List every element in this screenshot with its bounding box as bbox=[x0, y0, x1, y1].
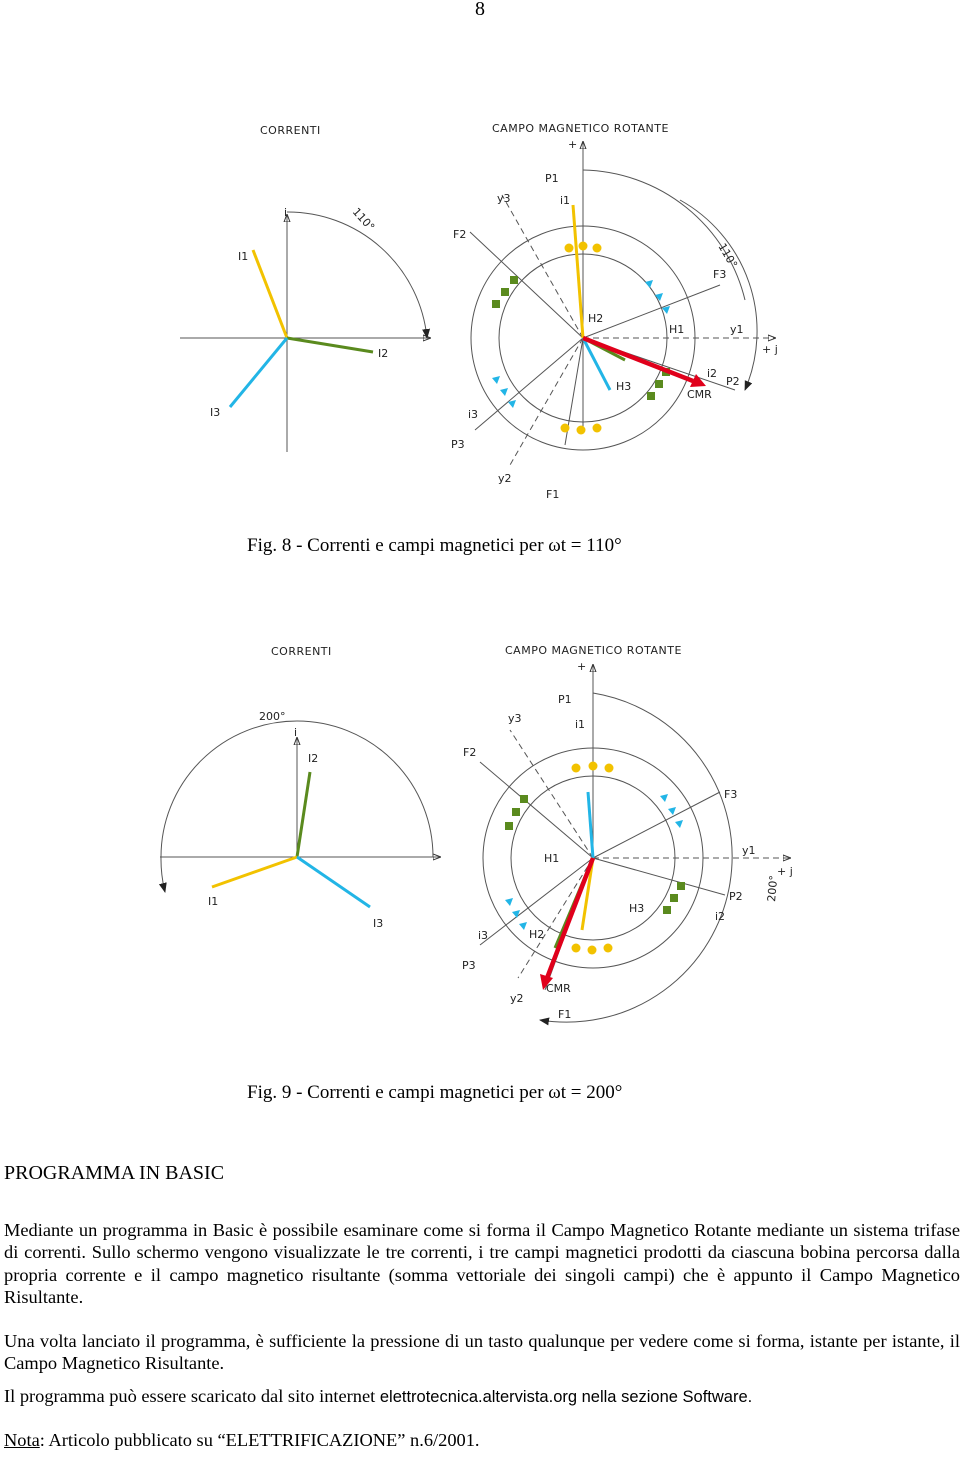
paragraph-3 bbox=[4, 1385, 960, 1408]
label-P1: P1 bbox=[558, 693, 572, 706]
label-i3: i3 bbox=[478, 929, 489, 942]
note-text: : Articolo pubblicato su “ELETTRIFICAZIONE” n.6/2001. bbox=[39, 1430, 480, 1450]
label-y1: y1 bbox=[742, 844, 756, 857]
website-link[interactable]: elettrotecnica.altervista.org nella sezione Software. bbox=[379, 1388, 753, 1406]
label-F3: F3 bbox=[724, 788, 738, 801]
label-y3: y3 bbox=[497, 192, 511, 205]
label-i2: i2 bbox=[707, 367, 718, 380]
paragraph-2: Una volta lanciato il programma, è sufficiente la pressione di un tasto qualunque per vedere come si forma, istante per istante, il Campo Magnetico Risultante. bbox=[4, 1331, 960, 1374]
label-P2: P2 bbox=[726, 375, 740, 388]
currents-phasor bbox=[180, 205, 430, 452]
label-H2: H2 bbox=[588, 312, 604, 325]
label-F2: F2 bbox=[463, 746, 477, 759]
label-F3: F3 bbox=[713, 268, 727, 281]
cmr-title: CAMPO MAGNETICO ROTANTE bbox=[492, 122, 669, 135]
note-label: Nota bbox=[4, 1430, 40, 1450]
figure-8-caption: Fig. 8 - Correnti e campi magnetici per ωt = 110° bbox=[247, 535, 622, 556]
label-CMR: CMR bbox=[687, 388, 712, 401]
correnti-title: CORRENTI bbox=[260, 124, 321, 137]
figure-9-caption: Fig. 9 - Correnti e campi magnetici per ωt = 200° bbox=[247, 1082, 623, 1103]
angle-label-right: 200° bbox=[765, 874, 781, 903]
note bbox=[4, 1430, 480, 1451]
label-F1: F1 bbox=[558, 1008, 572, 1021]
label-F2: F2 bbox=[453, 228, 467, 241]
label-j: + j bbox=[777, 865, 793, 878]
label-H3: H3 bbox=[616, 380, 632, 393]
label-P2: P2 bbox=[729, 890, 743, 903]
angle-label-right: 110° bbox=[715, 241, 740, 271]
figure-9 bbox=[0, 630, 960, 1070]
label-i2: i2 bbox=[715, 910, 726, 923]
label-P3: P3 bbox=[462, 959, 476, 972]
figure-9-diagram bbox=[0, 630, 960, 1070]
label-i3: i3 bbox=[468, 408, 479, 421]
label-H1: H1 bbox=[669, 323, 685, 336]
label-P3: P3 bbox=[451, 438, 465, 451]
label-H2: H2 bbox=[529, 928, 545, 941]
label-i1: i1 bbox=[575, 718, 586, 731]
currents-phasor bbox=[160, 710, 440, 930]
paragraph-1: Mediante un programma in Basic è possibile esaminare come si forma il Campo Magnetico Rotante mediante un sistema trifase di correnti. Sullo schermo vengono visualizzate le tre correnti, i tre campi magnetici prodotti da ciascuna bobina percorsa dalla propria corrente e il campo magnetico risultante (somma vettoriale dei singoli campi) che è appunto il Campo Magnetico Risultante. bbox=[4, 1220, 960, 1308]
paragraph-3-text: Il programma può essere scaricato dal sito internet bbox=[4, 1386, 380, 1406]
i-axis-label: i bbox=[294, 726, 298, 739]
label-CMR: CMR bbox=[546, 982, 571, 995]
label-y2: y2 bbox=[510, 992, 524, 1005]
rotating-field bbox=[462, 660, 793, 1022]
angle-label: 200° bbox=[259, 710, 286, 723]
i-axis-label: i bbox=[284, 206, 288, 219]
label-I2: I2 bbox=[378, 347, 389, 360]
label-y1: y1 bbox=[730, 323, 744, 336]
label-I1: I1 bbox=[208, 895, 219, 908]
plus-label: + bbox=[577, 660, 587, 673]
correnti-title: CORRENTI bbox=[271, 645, 332, 658]
label-i1: i1 bbox=[560, 194, 571, 207]
label-I3: I3 bbox=[373, 917, 384, 930]
label-I1: I1 bbox=[238, 250, 249, 263]
label-j: + j bbox=[762, 343, 778, 356]
figure-8 bbox=[0, 100, 960, 520]
cmr-title: CAMPO MAGNETICO ROTANTE bbox=[505, 644, 682, 657]
angle-label: 110° bbox=[349, 205, 378, 234]
rotating-field bbox=[451, 138, 778, 501]
plus-label: + bbox=[568, 138, 578, 151]
label-I3: I3 bbox=[210, 406, 221, 419]
label-H3: H3 bbox=[629, 902, 645, 915]
label-H1: H1 bbox=[544, 852, 560, 865]
label-I2: I2 bbox=[308, 752, 319, 765]
section-title: PROGRAMMA IN BASIC bbox=[4, 1162, 225, 1184]
label-P1: P1 bbox=[545, 172, 559, 185]
label-F1: F1 bbox=[546, 488, 560, 501]
page-number: 8 bbox=[475, 0, 485, 20]
label-y2: y2 bbox=[498, 472, 512, 485]
label-y3: y3 bbox=[508, 712, 522, 725]
figure-8-diagram bbox=[0, 100, 960, 520]
